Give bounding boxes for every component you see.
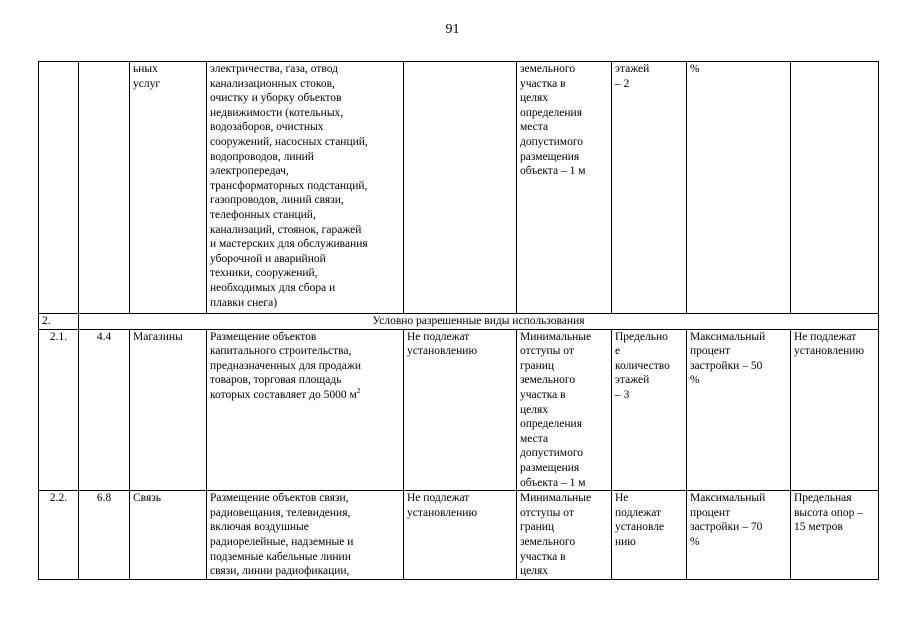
cell-name bbox=[130, 329, 207, 491]
cell-text-line: предназначенных для продажи bbox=[210, 359, 361, 372]
cell-text-line: уборочной и аварийной bbox=[210, 252, 326, 265]
cell-text-line: земельного bbox=[520, 535, 576, 548]
cell-plot-area bbox=[404, 62, 517, 314]
cell-text-line: Максимальный bbox=[690, 330, 766, 343]
superscript-2: 2 bbox=[356, 386, 361, 396]
cell-text-line: установле bbox=[615, 521, 665, 534]
cell-text-line: количество bbox=[615, 359, 670, 372]
cell-text-line: границ bbox=[520, 359, 555, 372]
cell-text-line: недвижимости (котельных, bbox=[210, 106, 344, 119]
cell-text-line: земельного bbox=[520, 374, 576, 387]
cell-text-line: Предельно bbox=[615, 330, 668, 343]
table-row bbox=[39, 329, 879, 491]
cell-text-line: связи, линии радиофикации, bbox=[210, 565, 350, 578]
cell-text-line: целях bbox=[520, 92, 549, 105]
cell-description bbox=[207, 62, 404, 314]
cell-code bbox=[79, 62, 130, 314]
cell-text-line: и мастерских для обслуживания bbox=[210, 238, 368, 251]
cell-text-line: радиорелейные, надземные и bbox=[210, 535, 354, 548]
cell-text-line: установлению bbox=[407, 506, 478, 519]
cell-text-line: установлению bbox=[407, 345, 478, 358]
cell-text-line: необходимых для сбора и bbox=[210, 281, 336, 294]
cell-text-line: подземные кабельные линии bbox=[210, 550, 351, 563]
cell-text-line: водопроводов, линий bbox=[210, 150, 314, 163]
cell-plot-area bbox=[404, 491, 517, 580]
cell-text-line: Размещение объектов bbox=[210, 330, 317, 343]
cell-text-line: техники, сооружений, bbox=[210, 267, 318, 280]
cell-coverage bbox=[687, 62, 791, 314]
cell-text-line: допустимого bbox=[520, 135, 583, 148]
cell-text-line: места bbox=[520, 121, 549, 134]
cell-text-line: объекта – 1 м bbox=[520, 476, 586, 489]
cell-text-line: е bbox=[615, 345, 621, 358]
cell-other bbox=[791, 62, 879, 314]
cell-name bbox=[130, 491, 207, 580]
cell-text-line: Магазины bbox=[133, 330, 183, 343]
cell-text-line: установлению bbox=[794, 345, 865, 358]
cell-text-line: определения bbox=[520, 106, 583, 119]
cell-text-line: участка в bbox=[520, 77, 566, 90]
cell-text-line: отступы от bbox=[520, 345, 574, 358]
cell-text-line: нию bbox=[615, 535, 636, 548]
cell-text-line: радиовещания, телевидения, bbox=[210, 506, 351, 519]
cell-coverage bbox=[687, 329, 791, 491]
cell-setbacks bbox=[517, 491, 612, 580]
cell-setbacks bbox=[517, 329, 612, 491]
cell-plot-area bbox=[404, 329, 517, 491]
cell-text-line: очистку и уборку объектов bbox=[210, 92, 342, 105]
cell-text-line: целях bbox=[520, 403, 549, 416]
cell-name bbox=[130, 62, 207, 314]
cell-description bbox=[207, 491, 404, 580]
cell-text-line: Минимальные bbox=[520, 492, 592, 505]
cell-num: 2.1. bbox=[39, 329, 79, 491]
cell-text-line: водозаборов, очистных bbox=[210, 121, 324, 134]
cell-text-line: определения bbox=[520, 418, 583, 431]
cell-text-line: – 3 bbox=[615, 388, 630, 401]
cell-text-line: Не подлежат bbox=[407, 330, 470, 343]
table-row-section bbox=[39, 314, 879, 330]
cell-text-line: этажей bbox=[615, 374, 650, 387]
cell-text-line: сооружений, насосных станций, bbox=[210, 135, 368, 148]
cell-text-line: газопроводов, линий связи, bbox=[210, 194, 344, 207]
cell-text-line: этажей bbox=[615, 63, 650, 75]
cell-text-line: высота опор – bbox=[794, 506, 864, 519]
cell-text-line: границ bbox=[520, 521, 555, 534]
cell-text-line: электричества, газа, отвод bbox=[210, 63, 338, 75]
cell-text-line: ьных bbox=[133, 63, 158, 75]
cell-text-line: Не подлежат bbox=[407, 492, 470, 505]
cell-text-line: Не подлежат bbox=[794, 330, 857, 343]
cell-text-line: процент bbox=[690, 345, 731, 358]
cell-num bbox=[39, 62, 79, 314]
cell-text-line: трансформаторных подстанций, bbox=[210, 179, 368, 192]
cell-text-line: процент bbox=[690, 506, 731, 519]
cell-text-line: 15 метров bbox=[794, 521, 843, 534]
cell-text-line: застройки – 70 bbox=[690, 521, 763, 534]
cell-text-line: Размещение объектов связи, bbox=[210, 492, 349, 505]
cell-text-line: % bbox=[690, 374, 700, 387]
cell-setbacks bbox=[517, 62, 612, 314]
cell-text-line: земельного bbox=[520, 63, 576, 75]
table-row-continuation bbox=[39, 62, 879, 314]
cell-other bbox=[791, 491, 879, 580]
cell-num: 2.2. bbox=[39, 491, 79, 580]
cell-text-line: % bbox=[690, 63, 700, 75]
cell-floors bbox=[612, 329, 687, 491]
cell-text-line: целях bbox=[520, 565, 549, 578]
cell-text-line: услуг bbox=[133, 77, 161, 90]
page-number: 91 bbox=[445, 22, 460, 37]
cell-coverage bbox=[687, 491, 791, 580]
cell-text-line: объекта – 1 м bbox=[520, 165, 586, 178]
cell-text-line: застройки – 50 bbox=[690, 359, 763, 372]
section-number: 2. bbox=[39, 314, 79, 330]
cell-text-line: товаров, торговая площадь bbox=[210, 374, 342, 387]
cell-text-line: плавки снега) bbox=[210, 296, 278, 309]
cell-text-line: размещения bbox=[520, 150, 580, 163]
cell-text-line: электропередач, bbox=[210, 165, 289, 178]
cell-floors bbox=[612, 491, 687, 580]
cell-text-line: Связь bbox=[133, 492, 162, 505]
table-row bbox=[39, 491, 879, 580]
cell-text-line: капитального строительства, bbox=[210, 345, 352, 358]
cell-description bbox=[207, 329, 404, 491]
cell-text-line: канализационных стоков, bbox=[210, 77, 335, 90]
cell-text-line: % bbox=[690, 535, 700, 548]
cell-text-line: участка в bbox=[520, 388, 566, 401]
cell-text-line: Максимальный bbox=[690, 492, 766, 505]
cell-floors bbox=[612, 62, 687, 314]
cell-text-line: включая воздушные bbox=[210, 521, 309, 534]
cell-text-line: Не bbox=[615, 492, 629, 505]
cell-other bbox=[791, 329, 879, 491]
land-use-regulations-table bbox=[38, 61, 879, 580]
cell-text-line: места bbox=[520, 432, 549, 445]
section-title: Условно разрешенные виды использования bbox=[79, 314, 879, 330]
cell-text-line: допустимого bbox=[520, 447, 583, 460]
cell-text-line: – 2 bbox=[615, 77, 630, 90]
cell-code: 6.8 bbox=[79, 491, 130, 580]
cell-text-line: Предельная bbox=[794, 492, 852, 505]
cell-text-line: подлежат bbox=[615, 506, 662, 519]
cell-text-line: участка в bbox=[520, 550, 566, 563]
cell-text-line: канализаций, стоянок, гаражей bbox=[210, 223, 362, 236]
cell-text-line: размещения bbox=[520, 461, 580, 474]
cell-text-line: которых составляет до 5000 $м^2$ bbox=[210, 386, 361, 401]
cell-text-line: Минимальные bbox=[520, 330, 592, 343]
cell-code: 4.4 bbox=[79, 329, 130, 491]
cell-text-line: телефонных станций, bbox=[210, 208, 316, 221]
cell-text-line: отступы от bbox=[520, 506, 574, 519]
